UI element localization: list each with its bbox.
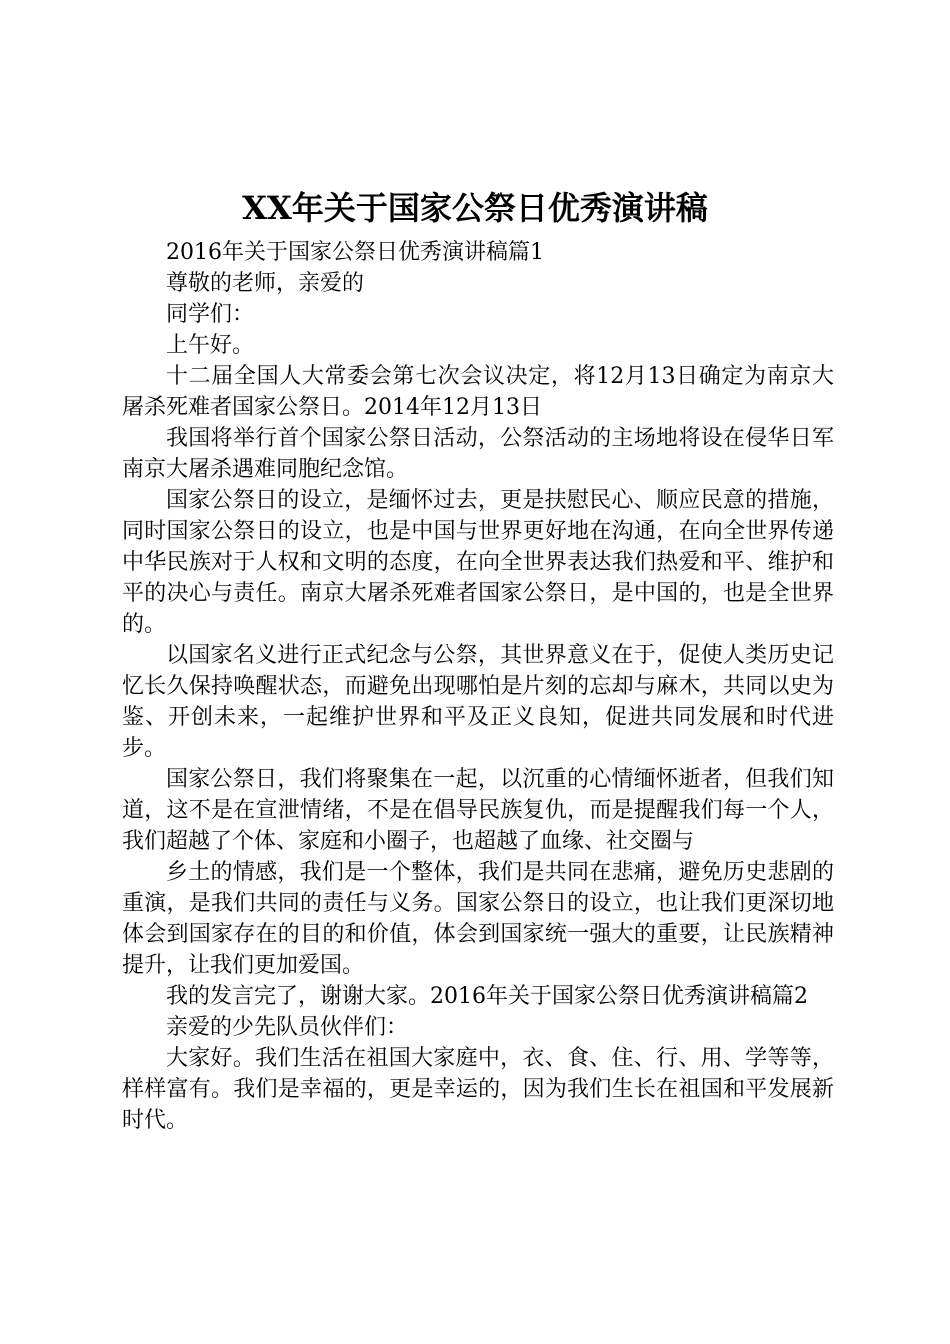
paragraph: 国家公祭日，我们将聚集在一起，以沉重的心情缅怀逝者，但我们知道，这不是在宣泄情绪，不是在倡导民族复仇，而是提醒我们每一个人，我们超越了个体、家庭和小圈子，也超越了血缘、社交圈与: [122, 767, 834, 854]
paragraph: 尊敬的老师，亲爱的: [166, 271, 365, 296]
paragraph: 乡土的情感，我们是一个整体，我们是共同在悲痛，避免历史悲剧的重演，是我们共同的责任与义务。国家公祭日的设立，也让我们更深切地体会到国家存在的目的和价值，体会到国家统一强大的重要，让民族精神提升，让我们更加爱国。: [122, 860, 834, 978]
paragraph: 亲爱的少先队员伙伴们：: [166, 1015, 409, 1040]
paragraph: 国家公祭日的设立，是缅怀过去，更是扶慰民心、顺应民意的措施，同时国家公祭日的设立，也是中国与世界更好地在沟通，在向全世界传递中华民族对于人权和文明的态度，在向全世界表达我们热爱和平、维护和平的决心与责任。南京大屠杀死难者国家公祭日，是中国的，也是全世界的。: [122, 488, 834, 637]
paragraph: 同学们：: [166, 302, 255, 327]
paragraph: 我的发言完了，谢谢大家。2016年关于国家公祭日优秀演讲稿篇2: [166, 984, 808, 1009]
paragraph: 大家好。我们生活在祖国大家庭中，衣、食、住、行、用、学等等，样样富有。我们是幸福的，更是幸运的，因为我们生长在祖国和平发展新时代。: [122, 1046, 834, 1133]
paragraph: 上午好。: [166, 333, 255, 358]
paragraph: 以国家名义进行正式纪念与公祭，其世界意义在于，促使人类历史记忆长久保持唤醒状态，而避免出现哪怕是片刻的忘却与麻木，共同以史为鉴、开创未来，一起维护世界和平及正义良知，促进共同发展和时代进步。: [122, 643, 834, 761]
paragraph: 我国将举行首个国家公祭日活动，公祭活动的主场地将设在侵华日军南京大屠杀遇难同胞纪念馆。: [122, 426, 834, 482]
paragraph: 2016年关于国家公祭日优秀演讲稿篇1: [166, 240, 544, 265]
document-body: [122, 237, 834, 1136]
paragraph: 十二届全国人大常委会第七次会议决定，将12月13日确定为南京大屠杀死难者国家公祭日。2014年12月13日: [122, 364, 834, 420]
document-title: XX年关于国家公祭日优秀演讲稿: [242, 189, 708, 227]
